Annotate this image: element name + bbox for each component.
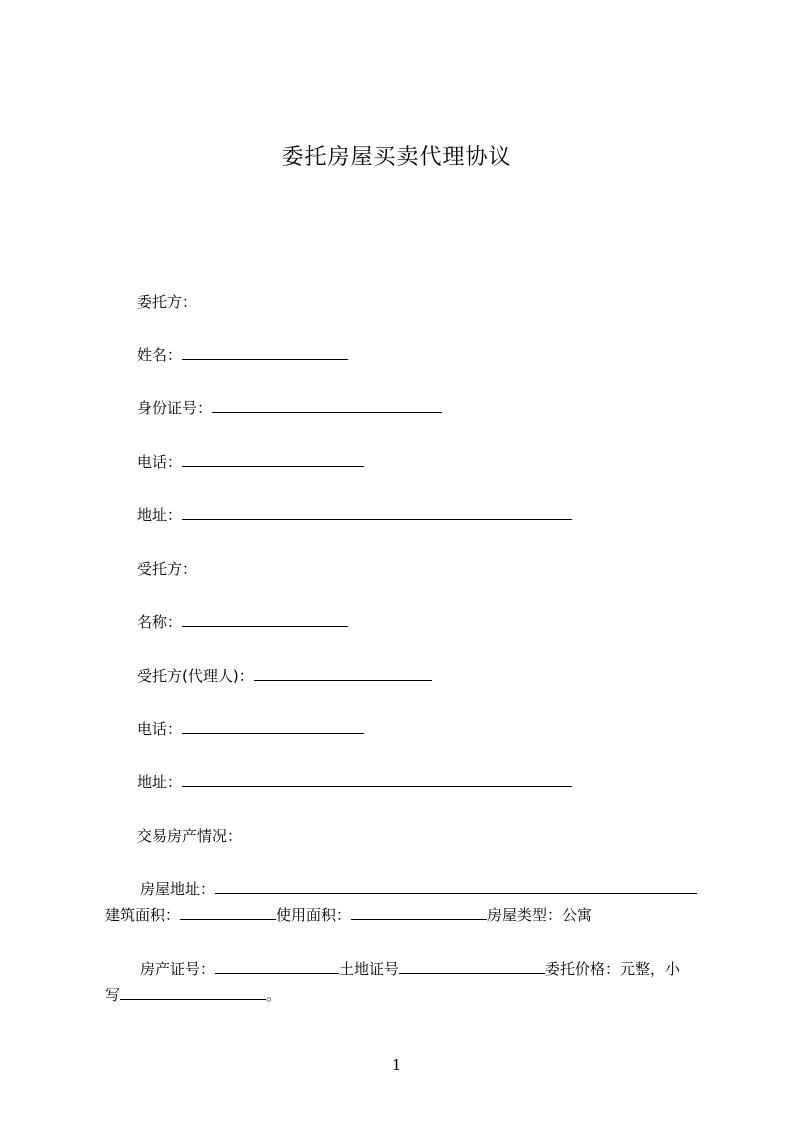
agent-phone-blank[interactable] <box>182 719 364 734</box>
cert-blank[interactable] <box>215 959 339 974</box>
price-line2-suffix: 。 <box>266 986 282 1004</box>
document-title: 委托房屋买卖代理协议 <box>281 145 512 170</box>
principal-name-label: 姓名： <box>137 346 183 364</box>
building-area-blank[interactable] <box>180 905 276 920</box>
house-address-label: 房屋地址： <box>140 880 216 898</box>
property-heading: 交易房产情况： <box>137 827 243 845</box>
agent-phone-label: 电话： <box>137 720 183 738</box>
principal-address-blank[interactable] <box>182 505 572 520</box>
principal-name-row <box>137 345 348 365</box>
agent-address-row <box>137 772 572 792</box>
usable-area-label: 使用面积： <box>276 906 352 924</box>
agent-rep-blank[interactable] <box>254 666 432 681</box>
agent-name-row <box>137 612 348 632</box>
land-cert-blank[interactable] <box>399 959 545 974</box>
principal-heading: 委托方： <box>137 293 198 311</box>
price-line2-prefix: 写 <box>105 986 121 1004</box>
agent-name-blank[interactable] <box>182 612 348 627</box>
agent-name-label: 名称： <box>137 613 183 631</box>
principal-phone-row <box>137 452 364 472</box>
cert-label: 房产证号： <box>140 960 216 978</box>
agent-phone-row <box>137 719 364 739</box>
principal-phone-label: 电话： <box>137 453 183 471</box>
page-number: 1 <box>391 1056 402 1074</box>
agent-rep-row <box>137 666 432 686</box>
agent-heading: 受托方： <box>137 560 198 578</box>
house-type-value: 公寓 <box>562 906 593 924</box>
house-type-label: 房屋类型： <box>487 906 563 924</box>
principal-phone-blank[interactable] <box>182 452 364 467</box>
price-label: 委托价格：元整，小 <box>545 960 681 978</box>
principal-name-blank[interactable] <box>182 345 348 360</box>
principal-id-blank[interactable] <box>212 398 442 413</box>
usable-area-blank[interactable] <box>351 905 487 920</box>
price-amount-blank[interactable] <box>120 985 266 1000</box>
agent-address-blank[interactable] <box>182 772 572 787</box>
price-line2 <box>105 985 702 1005</box>
principal-address-row <box>137 505 572 525</box>
principal-address-label: 地址： <box>137 506 183 524</box>
agent-address-label: 地址： <box>137 773 183 791</box>
cert-row <box>140 959 680 979</box>
building-area-label: 建筑面积： <box>105 906 181 924</box>
land-cert-label: 土地证号 <box>339 960 400 978</box>
agent-rep-label: 受托方(代理人)： <box>137 667 254 685</box>
house-address-row <box>140 879 697 899</box>
area-row <box>105 905 702 925</box>
house-address-blank[interactable] <box>215 879 697 894</box>
principal-id-row <box>137 398 442 418</box>
principal-id-label: 身份证号： <box>137 399 213 417</box>
